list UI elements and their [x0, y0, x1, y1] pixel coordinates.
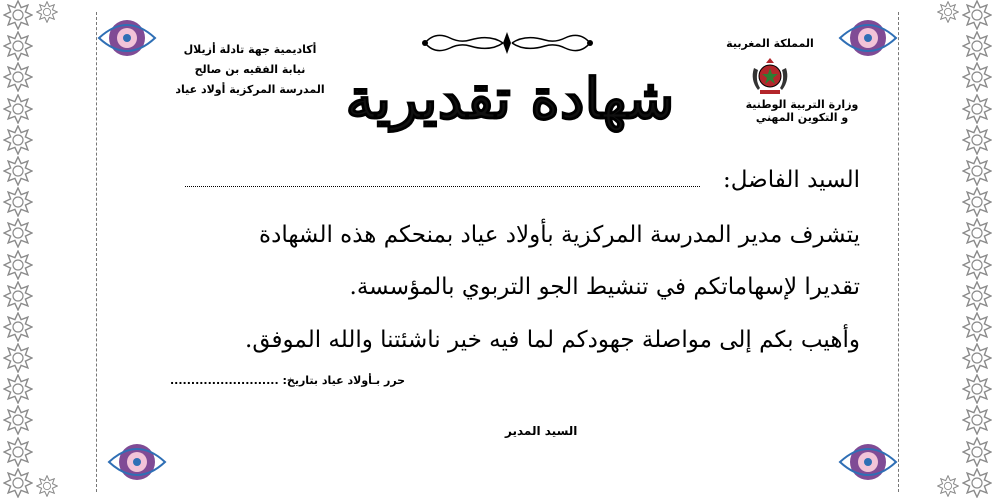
star-rosette-icon: [3, 343, 33, 373]
star-rosette-icon: [937, 475, 959, 497]
star-rosette-icon: [962, 250, 992, 280]
date-line: [170, 374, 405, 387]
star-rosette-icon: [962, 437, 992, 467]
right-border: [959, 0, 995, 498]
scroll-ornament-icon: [415, 28, 600, 58]
directorate-label: نيابة الفقيه بن صالح: [194, 63, 306, 76]
star-rosette-icon: [3, 156, 33, 186]
body-line-1: يتشرف مدير المدرسة المركزية بأولاد عياد بمنحكم هذه الشهادة: [259, 222, 860, 248]
star-rosette-icon: [3, 405, 33, 435]
name-dotted-line: [185, 176, 700, 187]
star-rosette-icon: [962, 374, 992, 404]
star-rosette-icon: [3, 0, 33, 30]
star-rosette-icon: [962, 187, 992, 217]
star-rosette-icon: [962, 94, 992, 124]
star-rosette-icon: [3, 94, 33, 124]
date-label: حرر بـأولاد عياد بتاريخ:: [282, 374, 406, 387]
left-border: [0, 0, 36, 498]
kingdom-header: [695, 37, 845, 98]
star-rosette-icon: [3, 218, 33, 248]
star-rosette-icon: [3, 468, 33, 498]
academy-label: أكاديمية جهة تادلة أزيلال: [183, 43, 317, 56]
star-rosette-icon: [962, 343, 992, 373]
star-rosette-icon: [3, 250, 33, 280]
floral-corner-icon: [105, 432, 169, 492]
ministry-label: [727, 98, 877, 124]
school-header: [165, 40, 335, 100]
floral-corner-icon: [836, 8, 900, 68]
body-line-3: وأهيب بكم إلى مواصلة جهودكم لما فيه خير ناشئتنا والله الموفق.: [245, 327, 860, 353]
ministry-line-2: و التكوين المهني: [755, 111, 849, 124]
school-label: المدرسة المركزية أولاد عياد: [175, 83, 325, 96]
star-rosette-icon: [3, 281, 33, 311]
star-rosette-icon: [962, 62, 992, 92]
star-rosette-icon: [3, 31, 33, 61]
director-signature-label: السيد المدير: [505, 424, 578, 438]
star-rosette-icon: [36, 1, 58, 23]
star-rosette-icon: [36, 475, 58, 497]
star-rosette-icon: [962, 281, 992, 311]
star-rosette-icon: [3, 312, 33, 342]
star-rosette-icon: [3, 374, 33, 404]
star-rosette-icon: [962, 468, 992, 498]
star-rosette-icon: [962, 312, 992, 342]
star-rosette-icon: [937, 1, 959, 23]
star-rosette-icon: [962, 405, 992, 435]
star-rosette-icon: [962, 31, 992, 61]
star-rosette-icon: [3, 187, 33, 217]
kingdom-label: المملكة المغربية: [726, 37, 814, 50]
star-rosette-icon: [962, 0, 992, 30]
star-rosette-icon: [962, 156, 992, 186]
star-rosette-icon: [3, 62, 33, 92]
star-rosette-icon: [3, 125, 33, 155]
body-line-2: تقديرا لإسهاماتكم في تنشيط الجو التربوي بالمؤسسة.: [349, 274, 860, 300]
floral-corner-icon: [836, 432, 900, 492]
certificate-title: شهادة تقديرية: [345, 66, 675, 132]
star-rosette-icon: [3, 437, 33, 467]
salutation: السيد الفاضل:: [723, 167, 860, 193]
floral-corner-icon: [95, 8, 159, 68]
star-rosette-icon: [962, 125, 992, 155]
date-dots: ..........................: [170, 374, 279, 387]
star-rosette-icon: [962, 218, 992, 248]
moroccan-coat-of-arms-icon: [748, 54, 792, 98]
ministry-line-1: وزارة التربية الوطنية: [745, 98, 859, 111]
